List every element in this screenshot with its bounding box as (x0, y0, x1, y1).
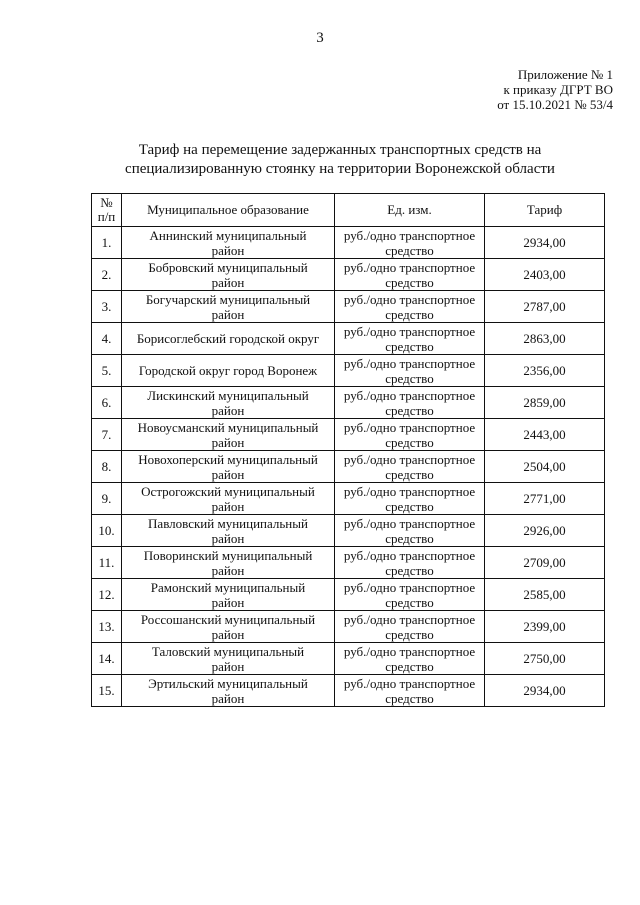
unit-text: руб./одно транспортное (343, 355, 476, 371)
unit-text-cont: средство (385, 594, 434, 610)
tariff-cell (485, 419, 605, 451)
row-number: 1. (101, 235, 112, 250)
municipality-name-cont: район (211, 402, 245, 418)
table-row (92, 291, 605, 323)
row-number: 3. (101, 299, 112, 314)
header-number (92, 194, 122, 227)
header-number-abbr: п/п (97, 209, 116, 224)
row-number: 14. (98, 651, 115, 666)
row-number-cell (92, 515, 122, 547)
unit-text: руб./одно транспортное (343, 323, 476, 339)
tariff-value: 2443,00 (523, 427, 566, 442)
municipality-cell (122, 259, 335, 291)
municipality-name-cont: район (211, 562, 245, 578)
row-number-cell (92, 259, 122, 291)
unit-cell (335, 579, 485, 611)
unit-text: руб./одно транспортное (343, 259, 476, 275)
municipality-name: Лискинский муниципальный (147, 387, 309, 403)
unit-text: руб./одно транспортное (343, 227, 476, 243)
tariff-value: 2771,00 (523, 491, 566, 506)
unit-text-cont: средство (385, 530, 434, 546)
municipality-name: Павловский муниципальный (148, 515, 308, 531)
tariff-cell (485, 611, 605, 643)
municipality-name-cont: район (211, 242, 245, 258)
municipality-cell (122, 483, 335, 515)
unit-cell (335, 483, 485, 515)
municipality-name: Городской округ город Воронеж (138, 363, 318, 378)
municipality-cell (122, 579, 335, 611)
unit-text: руб./одно транспортное (343, 515, 476, 531)
row-number-cell (92, 291, 122, 323)
municipality-name: Борисоглебский городской округ (136, 331, 320, 346)
page-number: 3 (316, 30, 324, 46)
row-number: 15. (98, 683, 115, 698)
header-municipality: Муниципальное образование (122, 194, 335, 227)
municipality-name-cont: район (211, 530, 245, 546)
tariff-cell (485, 291, 605, 323)
unit-text: руб./одно транспортное (343, 483, 476, 499)
unit-cell (335, 675, 485, 707)
table-header-row (92, 194, 605, 227)
unit-text-cont: средство (385, 402, 434, 418)
tariff-cell (485, 451, 605, 483)
tariff-value: 2356,00 (523, 363, 566, 378)
municipality-cell (122, 291, 335, 323)
table-row (92, 547, 605, 579)
unit-cell (335, 259, 485, 291)
unit-text: руб./одно транспортное (343, 451, 476, 467)
title-line-1: Тариф на перемещение задержанных транспортных средств на (138, 142, 542, 158)
municipality-name-cont: район (211, 626, 245, 642)
municipality-name-cont: район (211, 274, 245, 290)
tariff-table-body (92, 227, 605, 707)
municipality-name: Новохоперский муниципальный (138, 451, 318, 467)
municipality-cell (122, 227, 335, 259)
unit-text-cont: средство (385, 370, 434, 386)
municipality-name-cont: район (211, 306, 245, 322)
row-number: 4. (101, 331, 112, 346)
table-row (92, 675, 605, 707)
municipality-name-cont: район (211, 466, 245, 482)
municipality-cell (122, 643, 335, 675)
table-row (92, 611, 605, 643)
tariff-cell (485, 547, 605, 579)
row-number: 13. (98, 619, 115, 634)
unit-cell (335, 387, 485, 419)
tariff-value: 2859,00 (523, 395, 566, 410)
table-row (92, 259, 605, 291)
appendix-date-line: от 15.10.2021 № 53/4 (497, 97, 613, 112)
table-row (92, 323, 605, 355)
municipality-cell (122, 323, 335, 355)
row-number-cell (92, 611, 122, 643)
unit-text: руб./одно транспортное (343, 675, 476, 691)
municipality-name: Поворинский муниципальный (143, 547, 313, 563)
unit-text-cont: средство (385, 306, 434, 322)
tariff-value: 2403,00 (523, 267, 566, 282)
tariff-cell (485, 675, 605, 707)
table-row (92, 451, 605, 483)
table-row (92, 579, 605, 611)
tariff-cell (485, 227, 605, 259)
unit-text-cont: средство (385, 338, 434, 354)
header-number-symbol: № (100, 195, 113, 210)
unit-text-cont: средство (385, 562, 434, 578)
row-number: 9. (101, 491, 112, 506)
unit-cell (335, 547, 485, 579)
unit-cell (335, 611, 485, 643)
municipality-name-cont: район (211, 690, 245, 706)
unit-text: руб./одно транспортное (343, 643, 476, 659)
municipality-name: Острогожский муниципальный (141, 483, 315, 499)
unit-text-cont: средство (385, 690, 434, 706)
tariff-value: 2504,00 (523, 459, 566, 474)
municipality-name-cont: район (211, 498, 245, 514)
unit-cell (335, 643, 485, 675)
tariff-value: 2787,00 (523, 299, 566, 314)
unit-text-cont: средство (385, 658, 434, 674)
unit-text: руб./одно транспортное (343, 579, 476, 595)
tariff-value: 2926,00 (523, 523, 566, 538)
table-row (92, 643, 605, 675)
appendix-line: Приложение № 1 (517, 67, 613, 82)
tariff-value: 2585,00 (523, 587, 566, 602)
table-row (92, 515, 605, 547)
tariff-value: 2399,00 (523, 619, 566, 634)
unit-cell (335, 323, 485, 355)
unit-cell (335, 355, 485, 387)
row-number: 6. (101, 395, 112, 410)
municipality-cell (122, 547, 335, 579)
row-number: 10. (98, 523, 115, 538)
table-row (92, 483, 605, 515)
row-number-cell (92, 355, 122, 387)
unit-cell (335, 451, 485, 483)
municipality-name: Бобровский муниципальный (148, 259, 308, 275)
row-number-cell (92, 227, 122, 259)
tariff-value: 2709,00 (523, 555, 566, 570)
tariff-cell (485, 643, 605, 675)
municipality-cell (122, 419, 335, 451)
unit-text: руб./одно транспортное (343, 419, 476, 435)
row-number-cell (92, 451, 122, 483)
row-number: 2. (101, 267, 112, 282)
municipality-name: Аннинский муниципальный (149, 227, 307, 243)
unit-text-cont: средство (385, 466, 434, 482)
municipality-cell (122, 515, 335, 547)
municipality-name-cont: район (211, 434, 245, 450)
unit-cell (335, 515, 485, 547)
municipality-cell (122, 675, 335, 707)
tariff-cell (485, 355, 605, 387)
header-unit: Ед. изм. (335, 194, 485, 227)
document-title (90, 141, 590, 179)
municipality-name: Таловский муниципальный (151, 643, 305, 659)
row-number: 11. (98, 555, 115, 570)
tariff-cell (485, 259, 605, 291)
tariff-cell (485, 483, 605, 515)
municipality-name-cont: район (211, 658, 245, 674)
row-number-cell (92, 675, 122, 707)
unit-text: руб./одно транспортное (343, 611, 476, 627)
municipality-name: Богучарский муниципальный (145, 291, 311, 307)
row-number-cell (92, 547, 122, 579)
appendix-reference (497, 67, 613, 112)
row-number-cell (92, 579, 122, 611)
row-number-cell (92, 387, 122, 419)
municipality-cell (122, 387, 335, 419)
unit-cell (335, 419, 485, 451)
row-number-cell (92, 643, 122, 675)
tariff-cell (485, 515, 605, 547)
unit-text: руб./одно транспортное (343, 387, 476, 403)
municipality-name: Эртильский муниципальный (148, 675, 308, 691)
unit-cell (335, 227, 485, 259)
tariff-cell (485, 387, 605, 419)
row-number: 7. (101, 427, 112, 442)
municipality-name-cont: район (211, 594, 245, 610)
tariff-cell (485, 579, 605, 611)
unit-cell (335, 291, 485, 323)
tariff-value: 2934,00 (523, 235, 566, 250)
unit-text-cont: средство (385, 242, 434, 258)
table-row (92, 419, 605, 451)
row-number-cell (92, 323, 122, 355)
row-number-cell (92, 483, 122, 515)
tariff-table (91, 193, 605, 707)
tariff-value: 2863,00 (523, 331, 566, 346)
municipality-cell (122, 451, 335, 483)
municipality-cell (122, 355, 335, 387)
unit-text: руб./одно транспортное (343, 291, 476, 307)
row-number: 8. (101, 459, 112, 474)
municipality-name: Новоусманский муниципальный (137, 419, 319, 435)
unit-text-cont: средство (385, 498, 434, 514)
municipality-cell (122, 611, 335, 643)
row-number: 5. (101, 363, 112, 378)
table-row (92, 387, 605, 419)
header-tariff: Тариф (485, 194, 605, 227)
tariff-value: 2750,00 (523, 651, 566, 666)
unit-text: руб./одно транспортное (343, 547, 476, 563)
tariff-value: 2934,00 (523, 683, 566, 698)
unit-text-cont: средство (385, 274, 434, 290)
tariff-cell (485, 323, 605, 355)
row-number-cell (92, 419, 122, 451)
table-row (92, 355, 605, 387)
municipality-name: Россошанский муниципальный (140, 611, 316, 627)
title-line-2: специализированную стоянку на территории Воронежской области (125, 161, 555, 177)
appendix-order-line: к приказу ДГРТ ВО (503, 82, 613, 97)
table-row (92, 227, 605, 259)
municipality-name: Рамонский муниципальный (150, 579, 306, 595)
unit-text-cont: средство (385, 434, 434, 450)
unit-text-cont: средство (385, 626, 434, 642)
row-number: 12. (98, 587, 115, 602)
